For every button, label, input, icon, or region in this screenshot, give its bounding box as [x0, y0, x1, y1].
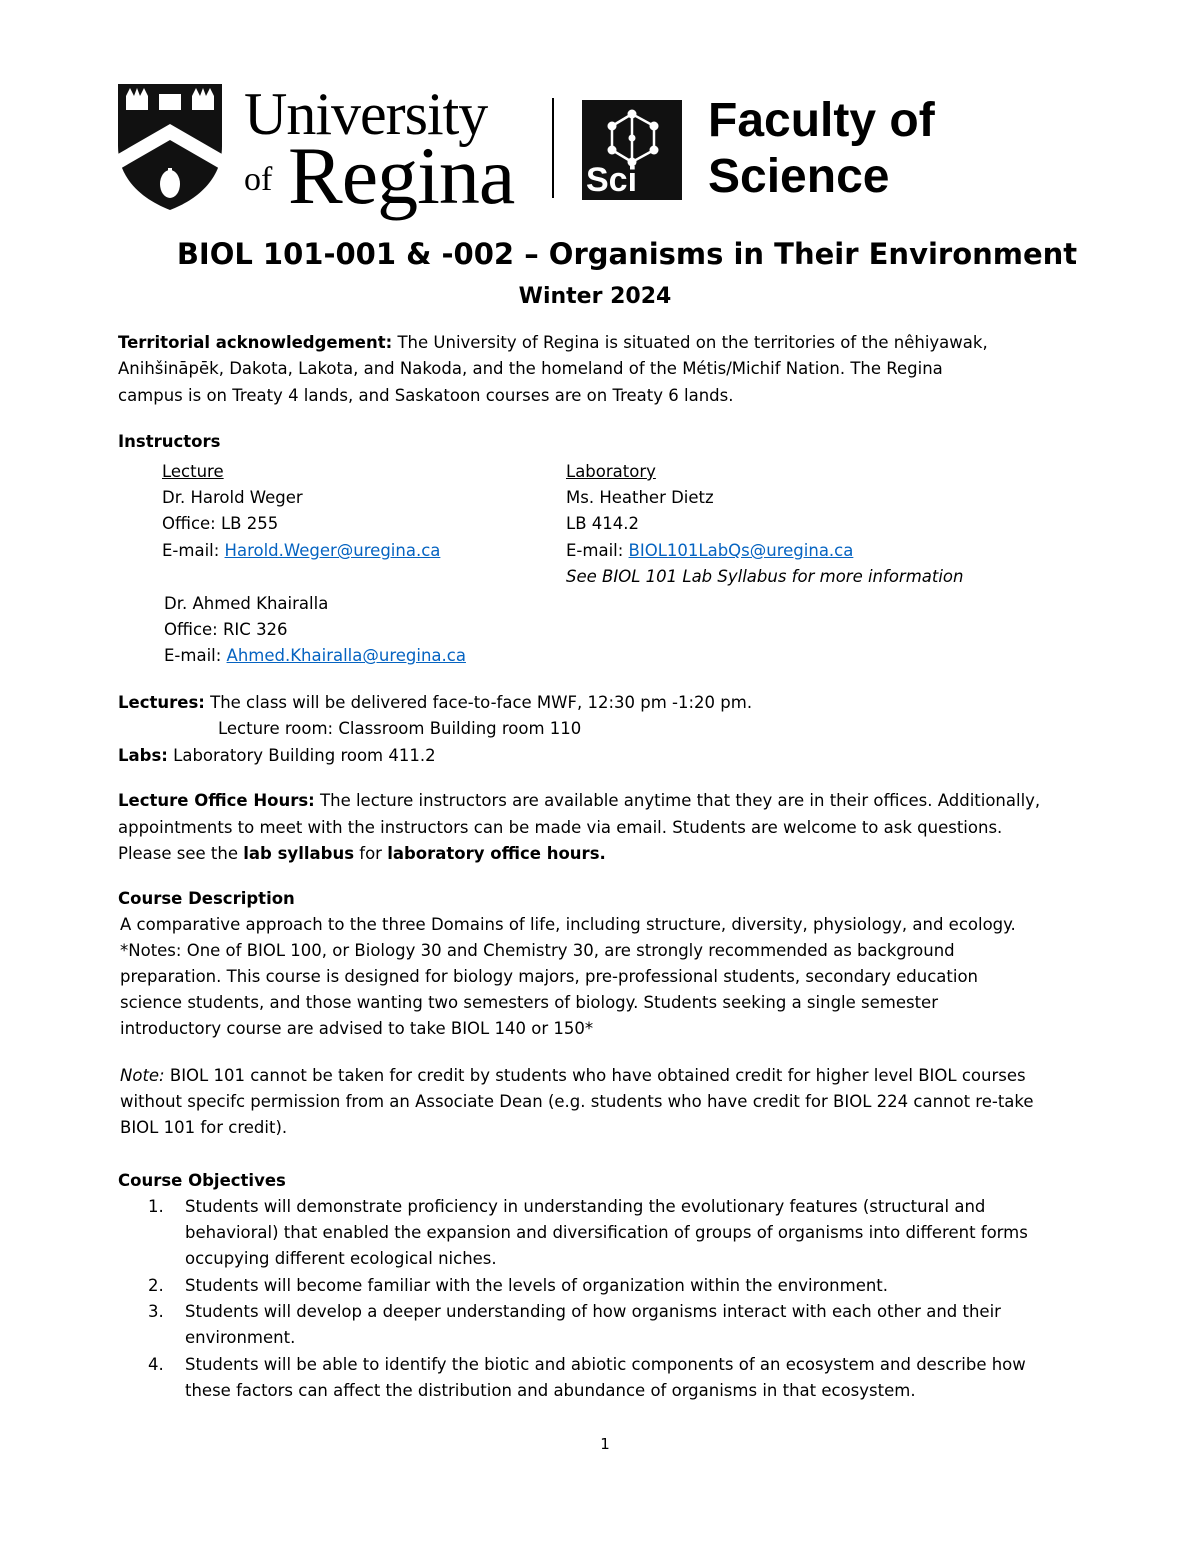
university-of-regina-logo: [118, 81, 528, 221]
credit-note-label: Note:: [120, 1066, 165, 1085]
labs-line: Labs: Laboratory Building room 411.2: [118, 746, 436, 765]
office-hours-label: Lecture Office Hours:: [118, 791, 315, 810]
objective-line: Students will become familiar with the levels of organization within the environment.: [185, 1276, 889, 1295]
objective-number: 3.: [148, 1302, 164, 1321]
lecturer1-office: Office: LB 255: [162, 514, 279, 533]
lab-instructor-email-line: E-mail: BIOL101LabQs@uregina.ca: [566, 541, 854, 560]
objective-number: 4.: [148, 1355, 164, 1374]
sci-badge-text: Sci: [586, 161, 638, 199]
office-hours-line3: Please see the lab syllabus for laboratory office hours.: [118, 844, 606, 863]
logo-divider: [552, 98, 554, 198]
course-term: Winter 2024: [518, 284, 672, 309]
course-description-line: introductory course are advised to take BIOL 140 or 150*: [120, 1019, 594, 1038]
course-description-line: preparation. This course is designed for biology majors, pre-professional students, secondary education: [120, 967, 978, 986]
credit-note-line: Note: BIOL 101 cannot be taken for credit by students who have obtained credit for higher level BIOL courses: [120, 1066, 1026, 1085]
faculty-of-science-badge: [582, 100, 682, 200]
objective-line: Students will be able to identify the biotic and abiotic components of an ecosystem and describe how: [185, 1355, 1026, 1374]
objective-number: 2.: [148, 1276, 164, 1295]
logo-of-text: of: [244, 161, 273, 198]
labs-label: Labs:: [118, 746, 168, 765]
territorial-acknowledgement-line3: campus is on Treaty 4 lands, and Saskatoon courses are on Treaty 6 lands.: [118, 386, 734, 405]
territorial-acknowledgement-line1: Territorial acknowledgement: The University of Regina is situated on the territories of the nêhiyawak,: [118, 333, 988, 352]
lecturer1-name: Dr. Harold Weger: [162, 488, 303, 507]
objective-line: occupying different ecological niches.: [185, 1249, 497, 1268]
logo-university-text: University: [244, 81, 488, 147]
objective-line: Students will develop a deeper understanding of how organisms interact with each other and their: [185, 1302, 1001, 1321]
instructors-heading: Instructors: [118, 432, 221, 451]
logo-regina-text: Regina: [288, 130, 515, 221]
objective-line: Students will demonstrate proficiency in understanding the evolutionary features (structural and: [185, 1197, 986, 1216]
lab-instructor-email-link[interactable]: BIOL101LabQs@uregina.ca: [628, 541, 854, 560]
objective-line: these factors can affect the distribution and abundance of organisms in that ecosystem.: [185, 1381, 916, 1400]
course-description-line: A comparative approach to the three Domains of life, including structure, diversity, physiology, and ecology.: [120, 915, 1016, 934]
course-description-line: *Notes: One of BIOL 100, or Biology 30 and Chemistry 30, are strongly recommended as background: [120, 941, 955, 960]
lab-syllabus-note: See BIOL 101 Lab Syllabus for more information: [566, 567, 964, 586]
office-hours-line2: appointments to meet with the instructors can be made via email. Students are welcome to ask questions.: [118, 818, 1003, 837]
lecturer2-office: Office: RIC 326: [164, 620, 288, 639]
laboratory-column-label: Laboratory: [566, 462, 656, 481]
office-hours-line1: Lecture Office Hours: The lecture instructors are available anytime that they are in their offices. Additionally,: [118, 791, 1041, 810]
faculty-name-line1: Faculty of: [708, 94, 935, 147]
course-description-line: science students, and those wanting two semesters of biology. Students seeking a single semester: [120, 993, 938, 1012]
objective-number: 1.: [148, 1197, 164, 1216]
objective-line: environment.: [185, 1328, 296, 1347]
objective-line: behavioral) that enabled the expansion and diversification of groups of organisms into different forms: [185, 1223, 1028, 1242]
credit-note-line: without specifc permission from an Associate Dean (e.g. students who have credit for BIOL 224 cannot re-take: [120, 1092, 1034, 1111]
course-description-heading: Course Description: [118, 889, 295, 908]
lecturer1-email-link[interactable]: Harold.Weger@uregina.ca: [224, 541, 441, 560]
lecture-column-label: Lecture: [162, 462, 224, 481]
page-number: 1: [600, 1435, 610, 1453]
credit-note-line: BIOL 101 for credit).: [120, 1118, 288, 1137]
lecturer2-email-link[interactable]: Ahmed.Khairalla@uregina.ca: [226, 646, 466, 665]
faculty-name-line2: Science: [708, 150, 890, 203]
lectures-label: Lectures:: [118, 693, 205, 712]
course-title: BIOL 101-001 & -002 – Organisms in Their Environment: [176, 237, 1078, 271]
lab-instructor-office: LB 414.2: [566, 514, 639, 533]
lecture-room: Lecture room: Classroom Building room 110: [218, 719, 582, 738]
lab-instructor-name: Ms. Heather Dietz: [566, 488, 714, 507]
faculty-name: [708, 93, 935, 205]
lectures-line: Lectures: The class will be delivered face-to-face MWF, 12:30 pm -1:20 pm.: [118, 693, 753, 712]
territorial-acknowledgement-label: Territorial acknowledgement:: [118, 333, 393, 352]
lecturer1-email-line: E-mail: Harold.Weger@uregina.ca: [162, 541, 441, 560]
course-objectives-heading: Course Objectives: [118, 1171, 286, 1190]
territorial-acknowledgement-line2: Anihšināpēk, Dakota, Lakota, and Nakoda, and the homeland of the Métis/Michif Nation. The Regina: [118, 359, 943, 378]
lecturer2-email-line: E-mail: Ahmed.Khairalla@uregina.ca: [164, 646, 466, 665]
lecturer2-name: Dr. Ahmed Khairalla: [164, 594, 329, 613]
university-shield-icon: [118, 84, 222, 210]
